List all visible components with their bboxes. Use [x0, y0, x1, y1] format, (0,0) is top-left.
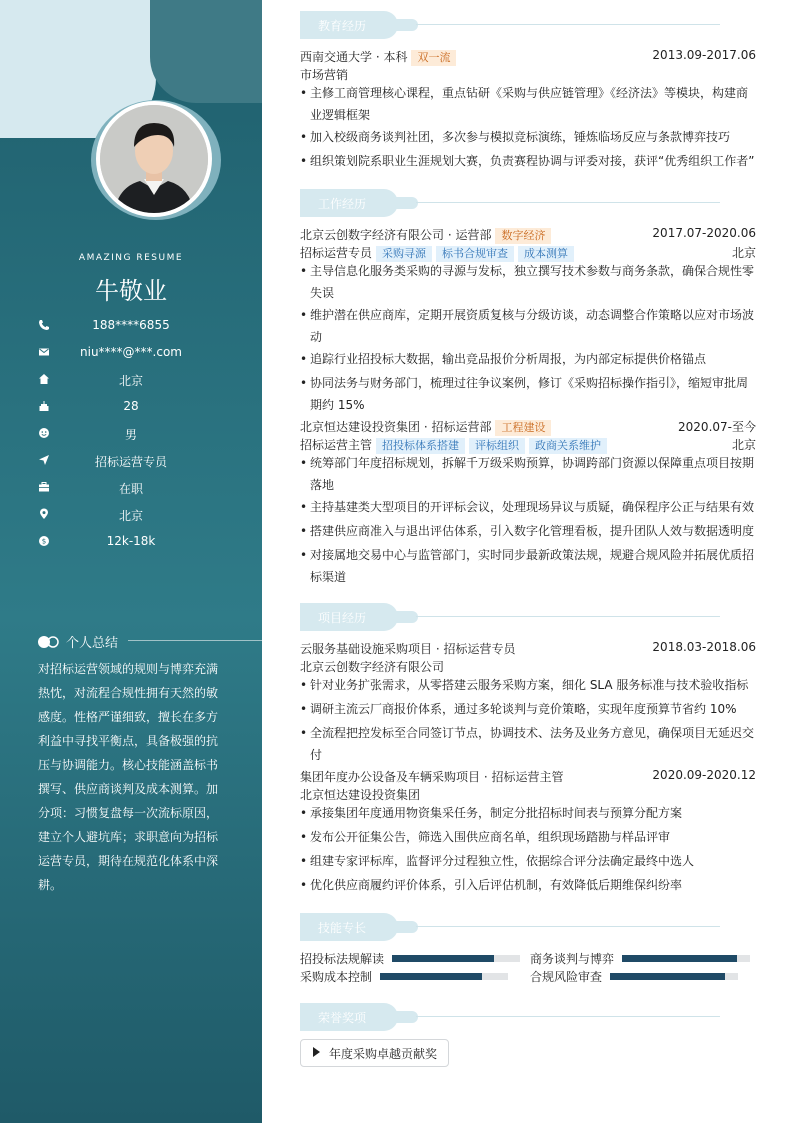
info-value: 北京	[118, 374, 143, 388]
list-item: • 全流程把控发标至合同签订节点，协调技术、法务及业务方意见，确保项目无延迟交付	[300, 726, 755, 762]
skill-item: 合规风险审查	[530, 968, 740, 984]
svg-text:$: $	[41, 537, 47, 546]
skill-tag: 政商关系维护	[529, 438, 607, 454]
skill-bar	[622, 955, 750, 962]
info-value: 12k-18k	[106, 534, 156, 548]
list-item: • 搭建供应商准入与退出评估体系，引入数字化管理看板，提升团队人效与数据透明度	[300, 524, 755, 538]
info-value: 188****6855	[92, 318, 170, 332]
list-item: • 发布公开征集公告，筛选入围供应商名单，组织现场踏勘与样品评审	[300, 830, 671, 844]
info-value: 28	[123, 399, 139, 413]
section-education-header	[300, 11, 720, 39]
list-item: • 调研主流云厂商报价体系，通过多轮谈判与竞价策略，实现年度预算节省约 10%	[300, 702, 737, 716]
award-item	[300, 1039, 449, 1067]
project-org: 北京云创数字经济有限公司	[300, 660, 445, 674]
section-skills-header	[300, 913, 720, 941]
summary-title: 个人总结	[66, 636, 119, 651]
info-phone	[38, 316, 262, 336]
skill-tag: 评标组织	[469, 438, 525, 454]
project-name: 集团年度办公设备及车辆采购项目 · 招标运营主管	[300, 770, 564, 784]
main-content	[262, 0, 794, 1123]
section-title: 项目经历	[318, 611, 367, 625]
info-home	[38, 370, 262, 390]
skill-bar-fill	[610, 973, 725, 980]
award-name: 年度采购卓越贡献奖	[329, 1047, 438, 1061]
info-salary	[38, 532, 262, 552]
summary-text: 对招标运营领域的规则与博弈充满热忱，对流程合规性拥有天然的敏感度。性格严谨细致，擅长在多方利益中寻找平衡点，具备极强的抗压与协调能力。核心技能涵盖标书撰写、供应商谈判及成本测算。加分项：习惯复盘每一次流标原因，建立个人避坑库；求职意向为招标运营专员，期待在规范化体系中深耕。	[38, 662, 219, 892]
project-name: 云服务基础设施采购项目 · 招标运营专员	[300, 642, 516, 656]
list-item: • 针对业务扩张需求，从零搭建云服务采购方案，细化 SLA 服务标准与技术验收指标	[300, 678, 749, 692]
section-work-header	[300, 189, 720, 217]
work-title-row: 招标运营专员 采购寻源 标书合规审查 成本测算 北京	[300, 246, 756, 260]
summary-divider	[128, 640, 262, 641]
info-value: 北京	[118, 509, 143, 523]
education-row	[300, 48, 756, 66]
avatar	[96, 101, 212, 217]
work-date: 2017.07-2020.06	[652, 226, 756, 240]
skill-tag: 标书合规审查	[436, 246, 514, 262]
info-status	[38, 478, 262, 498]
circles-icon	[38, 635, 60, 649]
school-name: 西南交通大学 · 本科	[300, 50, 408, 64]
work-city: 北京	[731, 246, 756, 260]
summary-header	[38, 632, 228, 652]
skill-bar	[380, 973, 508, 980]
skill-bar	[610, 973, 738, 980]
skill-bar-fill	[622, 955, 737, 962]
info-value: 招标运营专员	[94, 455, 167, 469]
info-value: niu****@***.com	[80, 345, 182, 359]
decor-shape-dark	[150, 0, 262, 103]
skill-tag: 采购寻源	[376, 246, 432, 262]
list-item: • 追踪行业招投标大数据，输出竞品报价分析周报，为内部定标提供价格锚点	[300, 352, 707, 366]
section-awards-header	[300, 1003, 720, 1031]
section-title: 工作经历	[318, 197, 367, 211]
section-title: 教育经历	[318, 19, 367, 33]
list-item: • 对接属地交易中心与监管部门，实时同步最新政策法规，规避合规风险并拓展优质招标渠道	[300, 548, 755, 584]
info-position	[38, 451, 262, 471]
project-date: 2020.09-2020.12	[652, 768, 756, 782]
info-email	[38, 343, 262, 363]
list-item: • 优化供应商履约评价体系，引入后评估机制，有效降低后期维保纠纷率	[300, 878, 683, 892]
project-org: 北京恒达建设投资集团	[300, 788, 421, 802]
info-value: 男	[124, 428, 137, 442]
project-row	[300, 768, 756, 786]
industry-tag: 工程建设	[495, 420, 551, 436]
sidebar	[0, 0, 262, 1123]
section-projects-header	[300, 603, 720, 631]
candidate-name: 牛敬业	[95, 277, 167, 305]
list-item: • 组织策划院系职业生涯规划大赛，负责赛程协调与评委对接，获评“优秀组织工作者”	[300, 154, 755, 168]
skill-tag: 招投标体系搭建	[376, 438, 465, 454]
list-item: • 主导信息化服务类采购的寻源与发标，独立撰写技术参数与商务条款，确保合规性零失误	[300, 264, 755, 300]
work-city: 北京	[731, 438, 756, 452]
resume-brand: AMAZING RESUME	[78, 253, 184, 263]
project-date: 2018.03-2018.06	[652, 640, 756, 654]
list-item: • 主修工商管理核心课程，重点钻研《采购与供应链管理》《经济法》等模块，构建商业逻辑框架	[300, 86, 749, 122]
school-tag: 双一流	[411, 50, 456, 66]
skill-bar	[392, 955, 520, 962]
work-date: 2020.07-至今	[678, 420, 756, 434]
work-company-row: 北京云创数字经济有限公司 · 运营部 数字经济 2017.07-2020.06	[300, 226, 756, 242]
skill-bar-fill	[392, 955, 494, 962]
education-date: 2013.09-2017.06	[652, 48, 756, 62]
list-item: • 协同法务与财务部门，梳理过往争议案例，修订《采购招标操作指引》，缩短审批周期约 15%	[300, 376, 749, 412]
info-age	[38, 397, 262, 417]
play-icon	[313, 1047, 320, 1057]
avatar-photo	[100, 105, 208, 213]
list-item: • 统筹部门年度招标规划，拆解千万级采购预算，协调跨部门资源以保障重点项目按期落地	[300, 456, 755, 492]
work-title-row: 招标运营主管 招投标体系搭建 评标组织 政商关系维护 北京	[300, 438, 756, 452]
project-row	[300, 640, 756, 658]
section-title: 荣誉奖项	[318, 1011, 367, 1025]
skill-item: 采购成本控制	[300, 968, 510, 984]
list-item: • 加入校级商务谈判社团，多次参与模拟竞标演练，锤炼临场反应与条款博弈技巧	[300, 130, 731, 144]
industry-tag: 数字经济	[495, 228, 551, 244]
skill-item: 商务谈判与博弈	[530, 950, 750, 966]
info-gender	[38, 424, 262, 444]
list-item: • 承接集团年度通用物资集采任务，制定分批招标时间表与预算分配方案	[300, 806, 683, 820]
education-major: 市场营销	[300, 68, 349, 82]
skill-bar-fill	[380, 973, 482, 980]
info-value: 在职	[118, 482, 143, 496]
work-company-row: 北京恒达建设投资集团 · 招标运营部 工程建设 2020.07-至今	[300, 420, 756, 434]
list-item: • 组建专家评标库，监督评分过程独立性，依据综合评分法确定最终中选人	[300, 854, 695, 868]
section-title: 技能专长	[318, 921, 367, 935]
info-city	[38, 505, 262, 525]
list-item: • 维护潜在供应商库，定期开展资质复核与分级访谈，动态调整合作策略以应对市场波动	[300, 308, 755, 344]
list-item: • 主持基建类大型项目的开评标会议，处理现场异议与质疑，确保程序公正与结果有效	[300, 500, 755, 514]
skill-item: 招投标法规解读	[300, 950, 520, 966]
skill-tag: 成本测算	[518, 246, 574, 262]
